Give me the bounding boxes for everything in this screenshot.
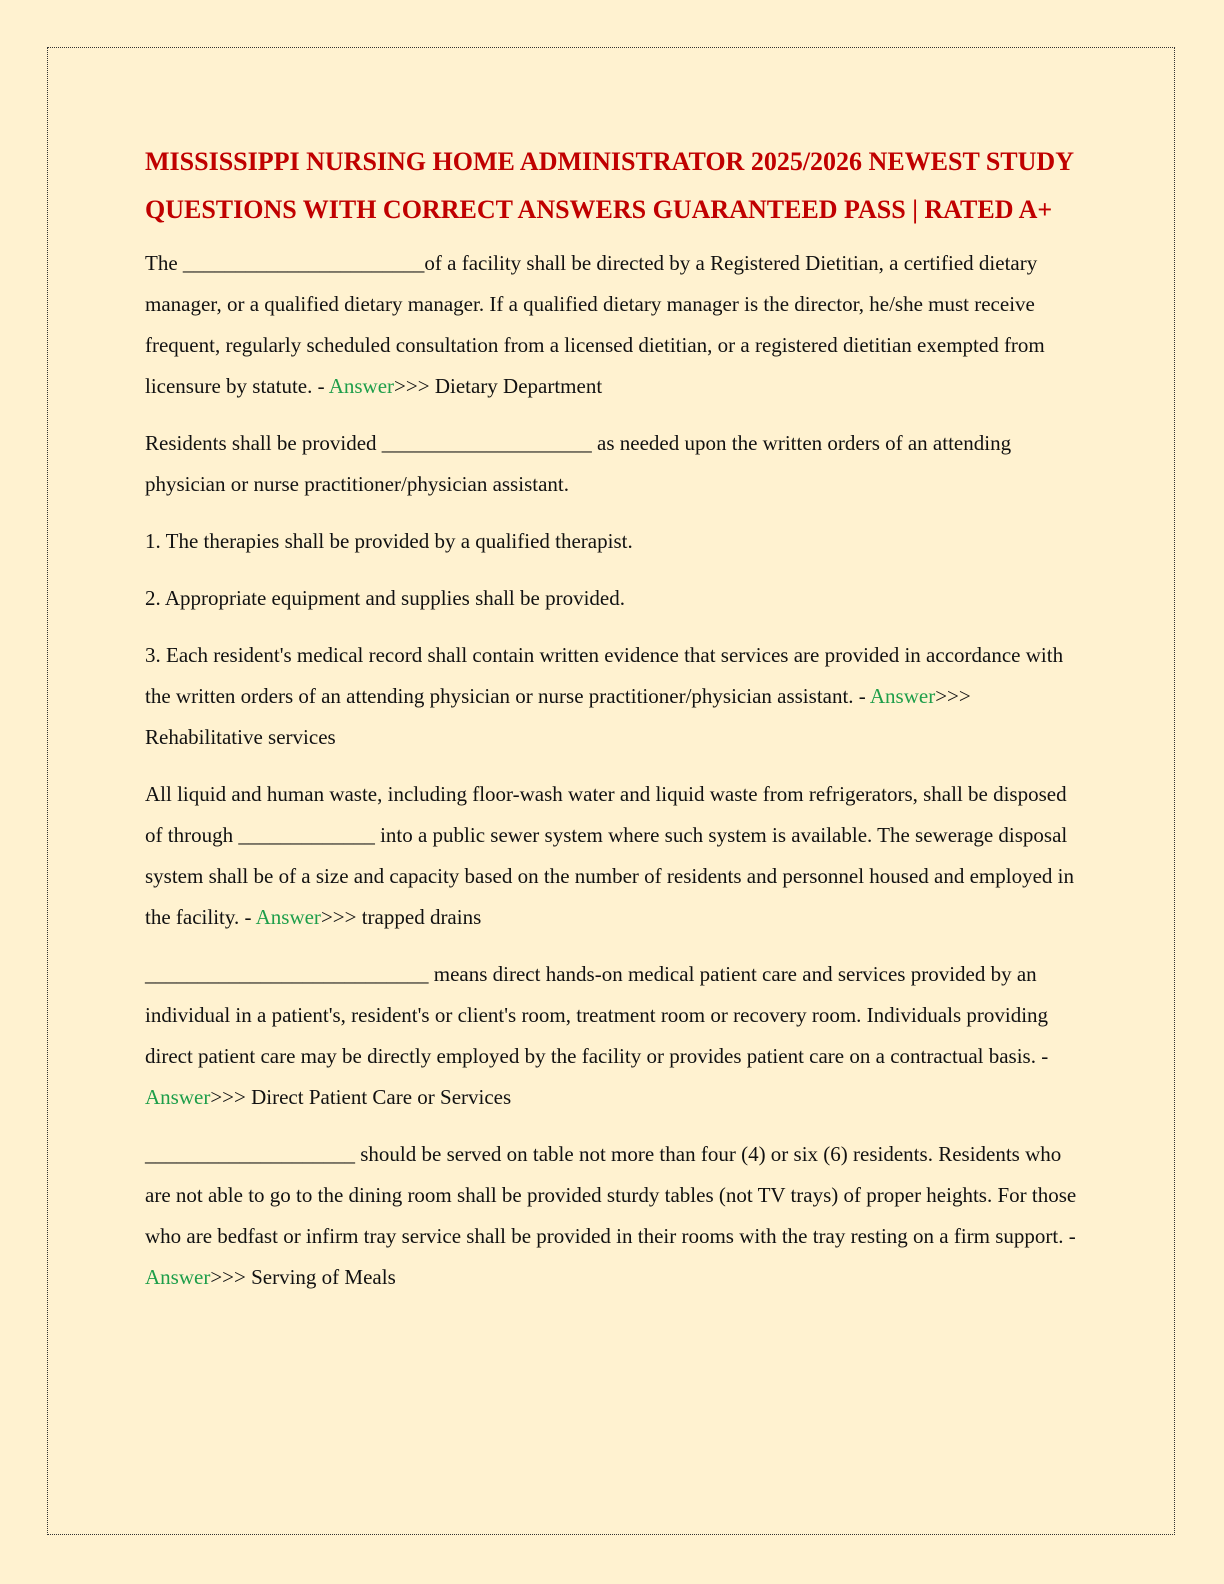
question-block bbox=[145, 1134, 1085, 1298]
question-text: The _______________________of a facility shall be directed by a Registered Dietitian, a certified dietary manager, or a qualified dietary manager. If a qualified dietary manager is the director, he/she must receive frequent, regularly scheduled consultation from a licensed dietitian, or a registered dietitian exempted from licensure by statute. - Answer>>> Dietary Department bbox=[145, 251, 1045, 398]
answer-separator: >>> bbox=[210, 1085, 246, 1109]
question-text: ____________________ should be served on table not more than four (4) or six (6) residents. Residents who are not able to go to the dining room shall be provided sturdy tables (not TV trays) of proper heights. For those who are bedfast or infirm tray service shall be provided in their rooms with the tray resting on a firm support. - Answer>>> Serving of Meals bbox=[145, 1142, 1077, 1289]
answer-separator: >>> bbox=[210, 1265, 246, 1289]
answer-separator: >>> bbox=[935, 684, 971, 708]
question-list-item: 2. Appropriate equipment and supplies shall be provided. bbox=[145, 586, 625, 610]
answer-text: Direct Patient Care or Services bbox=[245, 1085, 512, 1109]
document-title: MISSISSIPPI NURSING HOME ADMINISTRATOR 2025/2026 NEWEST STUDY QUESTIONS WITH CORRECT ANSWERS GUARANTEED PASS | RATED A+ bbox=[145, 147, 1074, 224]
document-content bbox=[145, 138, 1085, 1314]
answer-label: Answer bbox=[255, 905, 321, 929]
answer-label: Answer bbox=[145, 1085, 211, 1109]
answer-text: trapped drains bbox=[356, 905, 482, 929]
answer-separator: >>> bbox=[394, 374, 430, 398]
question-block bbox=[145, 423, 1085, 758]
question-list-item: 1. The therapies shall be provided by a qualified therapist. bbox=[145, 529, 633, 553]
question-text: Residents shall be provided ____________________ as needed upon the written orders of an attending physician or nurse practitioner/physician assistant. bbox=[145, 431, 1012, 496]
answer-label: Answer bbox=[145, 1265, 211, 1289]
question-text: All liquid and human waste, including floor-wash water and liquid waste from refrigerators, shall be disposed of through _____________ into a public sewer system where such system is available. The sewerage disposal system shall be of a size and capacity based on the number of residents and personnel housed and employed in the facility. - Answer>>> trapped drains bbox=[145, 782, 1074, 929]
answer-label: Answer bbox=[328, 374, 395, 398]
question-text: ___________________________ means direct hands-on medical patient care and services provided by an individual in a patient's, resident's or client's room, treatment room or recovery room. Individuals providing direct patient care may be directly employed by the facility or provides patient care on a contractual basis. - Answer>>> Direct Patient Care or Services bbox=[145, 962, 1049, 1109]
question-block bbox=[145, 774, 1085, 938]
answer-text: Dietary Department bbox=[429, 374, 603, 398]
question-list-item: 3. Each resident's medical record shall contain written evidence that services are provided in accordance with the written orders of an attending physician or nurse practitioner/physician assistant. - Answer>>> Rehabilitative services bbox=[145, 643, 1064, 749]
question-block bbox=[145, 954, 1085, 1118]
answer-label: Answer bbox=[869, 684, 936, 708]
answer-text: Serving of Meals bbox=[245, 1265, 396, 1289]
answer-separator: >>> bbox=[320, 905, 357, 929]
answer-text: Rehabilitative services bbox=[145, 725, 336, 749]
question-block bbox=[145, 243, 1085, 407]
